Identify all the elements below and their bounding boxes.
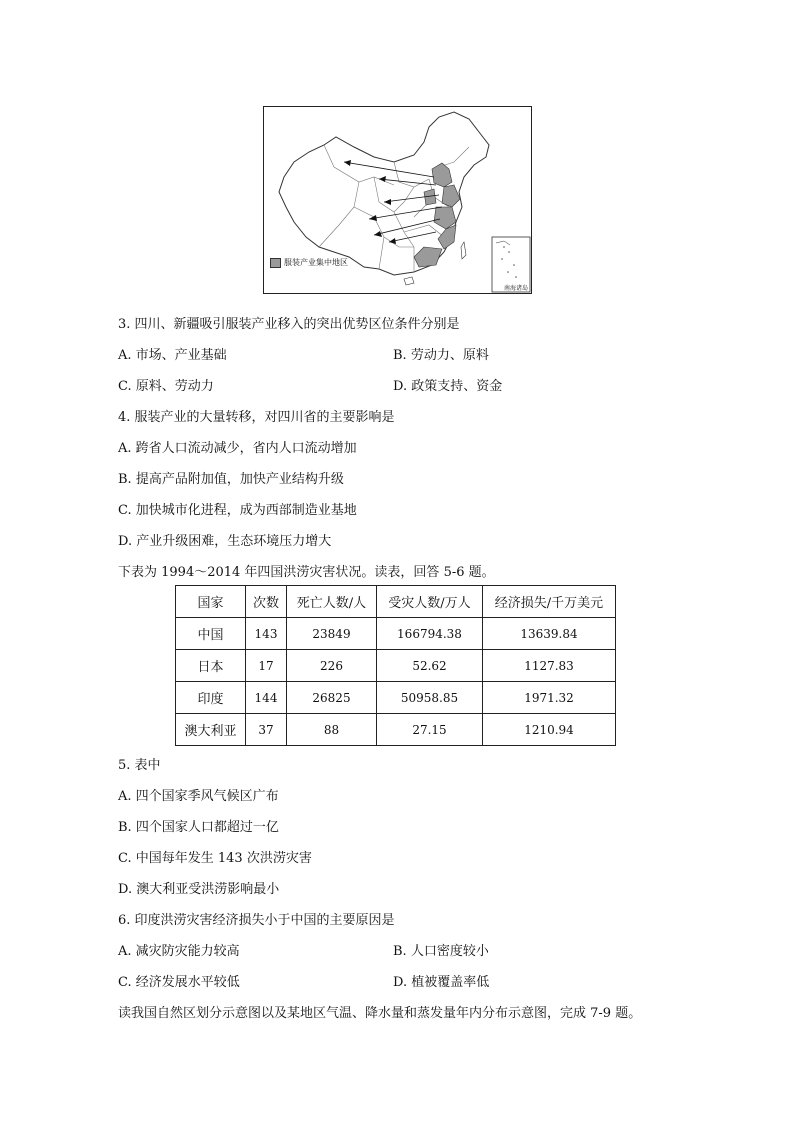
cell-affected: 27.15 xyxy=(377,714,483,746)
cell-count: 144 xyxy=(246,682,287,714)
header-country: 国家 xyxy=(176,586,246,618)
q5-option-b: B. 四个国家人口都超过一亿 xyxy=(118,820,279,835)
q3-option-c: C. 原料、劳动力 xyxy=(118,379,214,394)
cell-affected: 50958.85 xyxy=(377,682,483,714)
cell-country: 日本 xyxy=(176,650,246,682)
inset-caption: 南海诸岛 xyxy=(503,285,528,292)
q3-option-b: B. 劳动力、原料 xyxy=(393,348,489,363)
cell-count: 17 xyxy=(246,650,287,682)
cell-affected: 166794.38 xyxy=(377,618,483,650)
header-deaths: 死亡人数/人 xyxy=(287,586,377,618)
q5-option-d: D. 澳大利亚受洪涝影响最小 xyxy=(118,882,280,897)
intro-7-9: 读我国自然区划分示意图以及某地区气温、降水量和蒸发量年内分布示意图，完成 7-9 题。 xyxy=(118,1006,642,1021)
cell-deaths: 26825 xyxy=(287,682,377,714)
table-row xyxy=(176,650,616,682)
cell-country: 澳大利亚 xyxy=(176,714,246,746)
header-loss: 经济损失/千万美元 xyxy=(483,586,616,618)
legend-label: 服装产业集中地区 xyxy=(284,258,348,267)
q4-option-d: D. 产业升级困难，生态环境压力增大 xyxy=(118,534,332,549)
flood-disaster-table xyxy=(175,585,616,746)
q6-stem: 6. 印度洪涝灾害经济损失小于中国的主要原因是 xyxy=(118,913,395,928)
cell-count: 37 xyxy=(246,714,287,746)
cell-count: 143 xyxy=(246,618,287,650)
q3-stem: 3. 四川、新疆吸引服装产业移入的突出优势区位条件分别是 xyxy=(118,317,460,332)
intro-5-6: 下表为 1994～2014 年四国洪涝灾害状况。读表，回答 5-6 题。 xyxy=(118,565,495,580)
q4-option-b: B. 提高产品附加值，加快产业结构升级 xyxy=(118,472,344,487)
cell-loss: 1210.94 xyxy=(483,714,616,746)
header-affected: 受灾人数/万人 xyxy=(377,586,483,618)
cell-country: 中国 xyxy=(176,618,246,650)
q3-option-d: D. 政策支持、资金 xyxy=(393,379,503,394)
table-row xyxy=(176,618,616,650)
cell-loss: 13639.84 xyxy=(483,618,616,650)
q5-option-a: A. 四个国家季风气候区广布 xyxy=(118,789,279,804)
q4-option-a: A. 跨省人口流动减少，省内人口流动增加 xyxy=(118,441,357,456)
header-count: 次数 xyxy=(246,586,287,618)
hainan-island xyxy=(404,277,414,285)
q6-option-d: D. 植被覆盖率低 xyxy=(393,975,490,990)
q5-stem: 5. 表中 xyxy=(118,758,161,773)
legend-swatch xyxy=(270,258,281,268)
cell-affected: 52.62 xyxy=(377,650,483,682)
map-legend xyxy=(270,257,348,268)
q3-option-a: A. 市场、产业基础 xyxy=(118,348,227,363)
cell-loss: 1971.32 xyxy=(483,682,616,714)
table-row xyxy=(176,714,616,746)
cell-loss: 1127.83 xyxy=(483,650,616,682)
q4-stem: 4. 服装产业的大量转移，对四川省的主要影响是 xyxy=(118,410,395,425)
table-header-row xyxy=(176,586,616,618)
cell-deaths: 23849 xyxy=(287,618,377,650)
q6-option-a: A. 减灾防灾能力较高 xyxy=(118,944,240,959)
q4-option-c: C. 加快城市化进程，成为西部制造业基地 xyxy=(118,503,357,518)
cell-country: 印度 xyxy=(176,682,246,714)
taiwan-island xyxy=(461,242,466,259)
china-map-figure xyxy=(263,106,532,294)
cell-deaths: 226 xyxy=(287,650,377,682)
q6-option-c: C. 经济发展水平较低 xyxy=(118,975,240,990)
table-row xyxy=(176,682,616,714)
q6-option-b: B. 人口密度较小 xyxy=(393,944,489,959)
q5-option-c: C. 中国每年发生 143 次洪涝灾害 xyxy=(118,851,312,866)
cell-deaths: 88 xyxy=(287,714,377,746)
